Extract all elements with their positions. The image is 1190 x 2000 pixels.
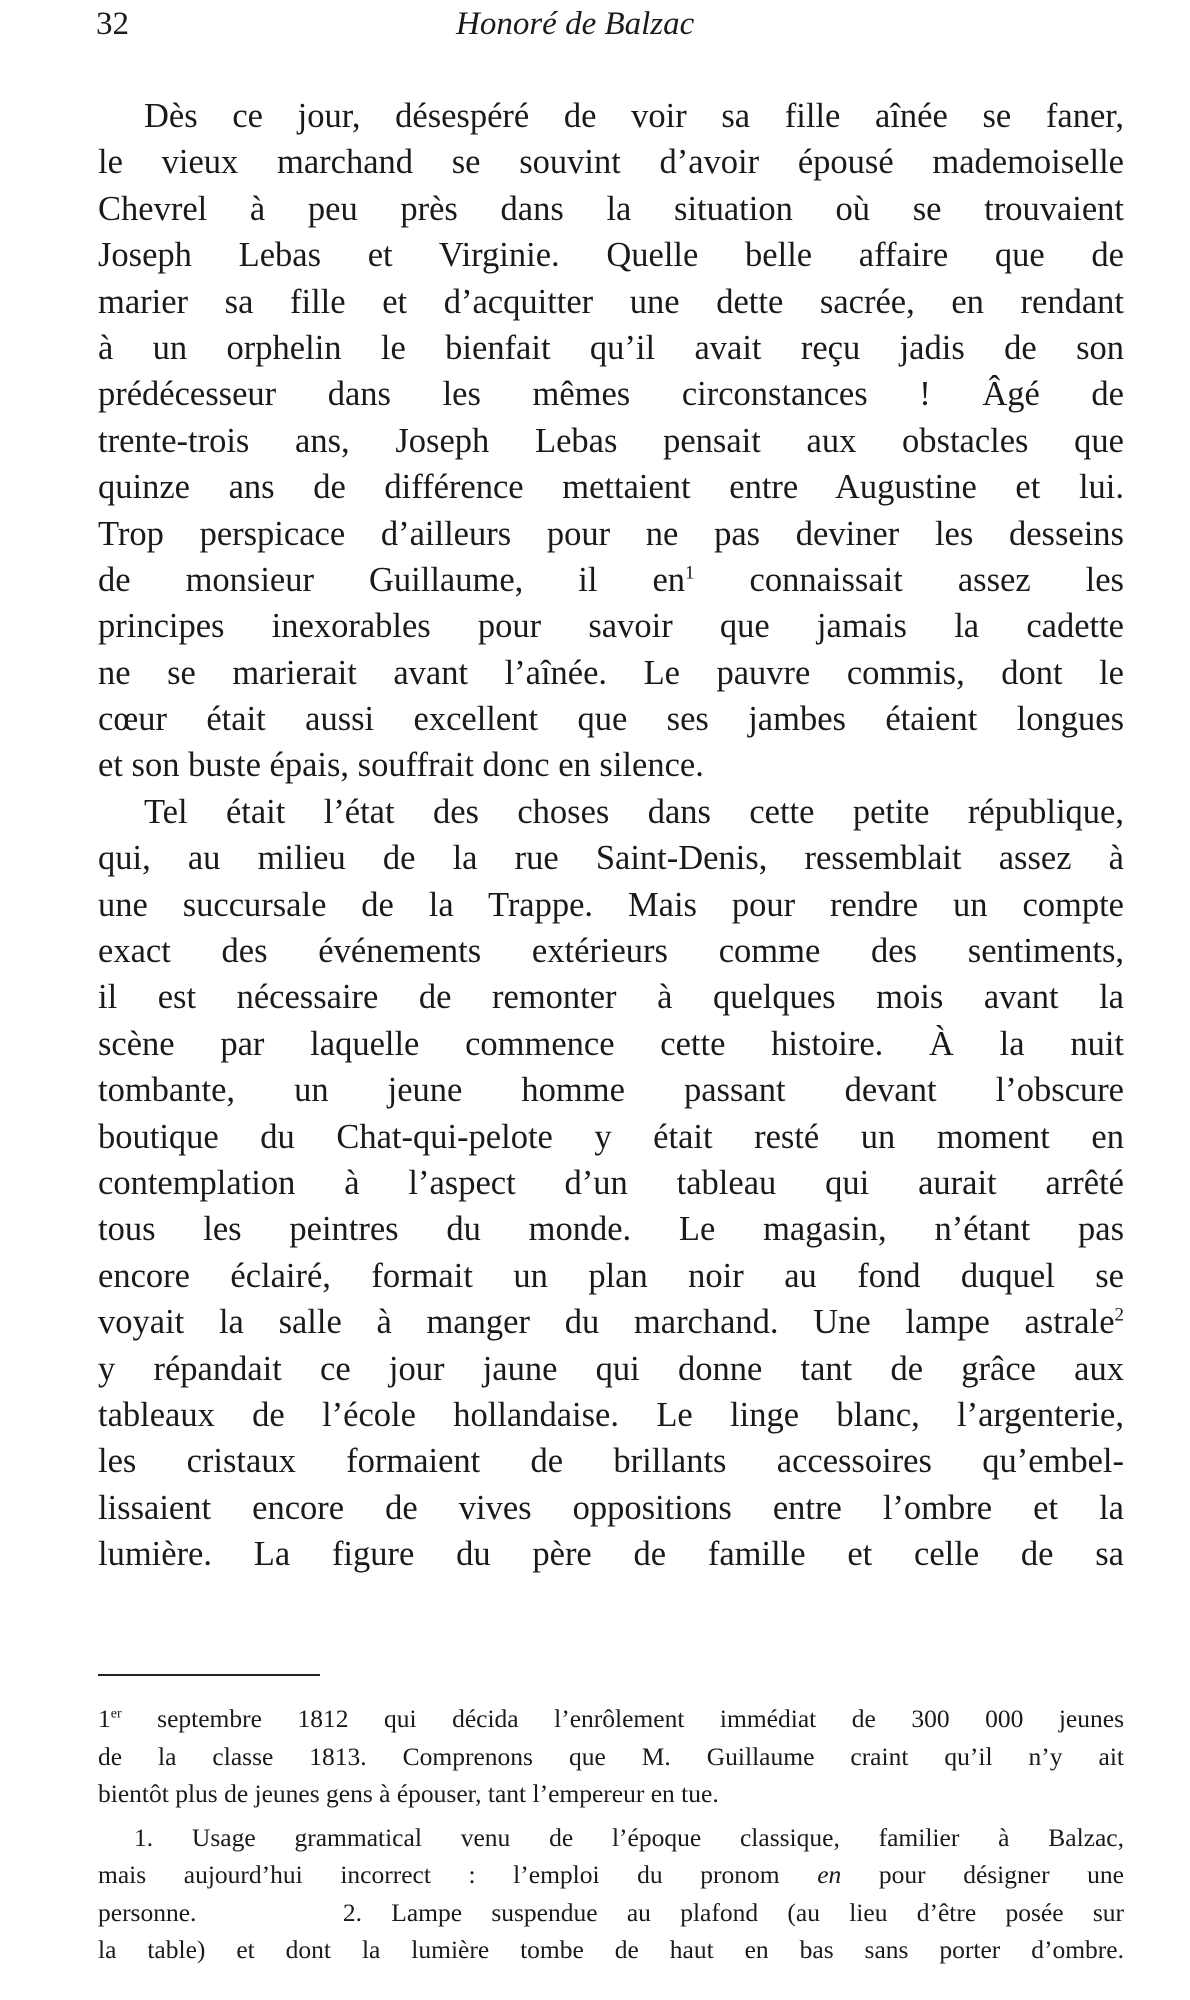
body-line-text: voyait la salle à manger du marchand. Une lampe astrale [98,1303,1115,1342]
footnote-text: septembre 1812 qui décida l’enrôlement immédiat de 300 000 jeunes [121,1704,1124,1733]
body-line: principes inexorables pour savoir que jamais la cadette [98,607,1124,646]
body-line: tombante, un jeune homme passant devant l’obscure [98,1071,1124,1110]
footnote-2-line: la table) et dont la lumière tombe de haut en bas sans porter d’ombre. [98,1935,1124,1964]
footnote-text: 1 [98,1704,111,1733]
running-head: Honoré de Balzac [456,6,695,42]
body-line: à un orphelin le bienfait qu’il avait reçu jadis de son [98,328,1124,367]
body-line: scène par laquelle commence cette histoire. À la nuit [98,1024,1124,1063]
body-text [98,93,1124,1578]
body-line: les cristaux formaient de brillants accessoires qu’embel- [98,1442,1124,1481]
footnote-divider [98,1674,320,1676]
body-line: lissaient encore de vives oppositions entre l’ombre et la [98,1488,1124,1527]
footnote-continued-line [98,1700,1124,1738]
body-line: une succursale de la Trappe. Mais pour rendre un compte [98,885,1124,924]
body-line-with-footnote [98,557,1124,603]
page-number: 32 [96,6,129,42]
body-line: encore éclairé, formait un plan noir au fond duquel se [98,1256,1124,1295]
body-line: trente-trois ans, Joseph Lebas pensait aux obstacles que [98,421,1124,460]
body-line: et son buste épais, souffrait donc en silence. [98,746,704,785]
body-line: quinze ans de différence mettaient entre Augustine et lui. [98,468,1124,507]
footnote-1-line: 1. Usage grammatical venu de l’époque classique, familier à Balzac, [134,1822,1124,1852]
body-line: prédécesseur dans les mêmes circonstances ! Âgé de [98,375,1124,414]
footnotes [98,1700,1124,1969]
body-line: Trop perspicace d’ailleurs pour ne pas deviner les desseins [98,514,1124,553]
body-line-text: connaissait assez les [694,560,1124,599]
body-line: cœur était aussi excellent que ses jambes étaient longues [98,700,1124,739]
body-line: marier sa fille et d’acquitter une dette sacrée, en rendant [98,282,1124,321]
body-line: qui, au milieu de la rue Saint-Denis, ressemblait assez à [98,839,1124,878]
body-line: Tel était l’état des choses dans cette petite république, [144,792,1124,831]
body-line: le vieux marchand se souvint d’avoir épousé mademoiselle [98,143,1124,182]
footnote-continued-line: de la classe 1813. Comprenons que M. Guillaume craint qu’il n’y ait [98,1741,1124,1771]
body-line: Joseph Lebas et Virginie. Quelle belle affaire que de [98,236,1124,275]
footnote-text: mais aujourd’hui incorrect : l’emploi du pronom [98,1860,818,1889]
footnote-sup: er [110,1706,122,1722]
body-line: y répandait ce jour jaune qui donne tant de grâce aux [98,1349,1124,1388]
body-line: tous les peintres du monde. Le magasin, n’étant pas [98,1210,1124,1249]
body-line: contemplation à l’aspect d’un tableau qui aurait arrêté [98,1163,1124,1202]
footnote-2-line: personne. 2. Lampe suspendue au plafond (au lieu d’être posée sur [98,1897,1124,1927]
body-line: il est nécessaire de remonter à quelques mois avant la [98,978,1124,1017]
body-line: ne se marierait avant l’aînée. Le pauvre commis, dont le [98,653,1124,692]
body-line: boutique du Chat-qui-pelote y était resté un moment en [98,1117,1124,1156]
body-line: Chevrel à peu près dans la situation où se trouvaient [98,189,1124,228]
footnote-ref: 2 [1114,1304,1124,1326]
body-line-with-footnote [98,1299,1124,1345]
footnote-italic: en [817,1860,842,1889]
body-line-text: de monsieur Guillaume, il en [98,560,686,599]
body-line: tableaux de l’école hollandaise. Le linge blanc, l’argenterie, [98,1395,1124,1434]
footnote-text: pour désigner une [841,1860,1124,1889]
page-header [96,2,1126,46]
body-line: exact des événements extérieurs comme des sentiments, [98,932,1124,971]
body-line: lumière. La figure du père de famille et celle de sa [98,1535,1124,1574]
footnote-continued-line: bientôt plus de jeunes gens à épouser, tant l’empereur en tue. [98,1779,719,1808]
footnote-ref: 1 [685,562,695,584]
footnote-1-line [98,1856,1124,1894]
body-line: Dès ce jour, désespéré de voir sa fille aînée se faner, [144,97,1124,135]
